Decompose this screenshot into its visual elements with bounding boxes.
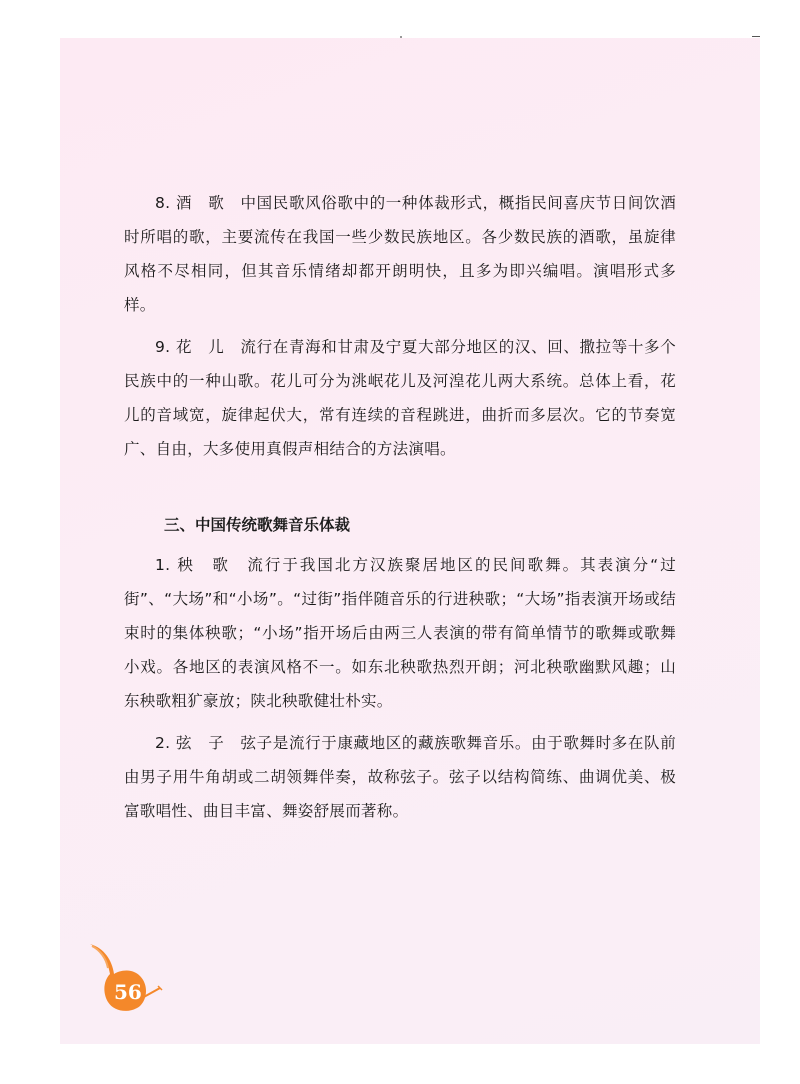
- page-number: 56: [114, 980, 142, 1004]
- paragraph-jiuge: 8. 酒 歌 中国民歌风俗歌中的一种体裁形式，概指民间喜庆节日间饮酒时所唱的歌，主要流传在我国一些少数民族地区。各少数民族的酒歌，虽旋律风格不尽相同，但其音乐情绪却都开朗明快，且多为即兴编唱。演唱形式多样。: [124, 194, 676, 314]
- top-mark: [752, 36, 760, 37]
- paragraph-huaer: 9. 花 儿 流行在青海和甘肃及宁夏大部分地区的汉、回、撒拉等十多个民族中的一种山歌。花儿可分为洮岷花儿及河湟花儿两大系统。总体上看，花儿的音域宽，旋律起伏大，常有连续的音程跳进，曲折而多层次。它的节奏宽广、自由，大多使用真假声相结合的方法演唱。: [124, 338, 676, 458]
- paragraph-xianzi: 2. 弦 子 弦子是流行于康藏地区的藏族歌舞音乐。由于歌舞时多在队前由男子用牛角胡或二胡领舞伴奏，故称弦子。弦子以结构简练、曲调优美、极富歌唱性、曲目丰富、舞姿舒展而著称。: [124, 734, 676, 820]
- section-heading: 三、中国传统歌舞音乐体裁: [164, 516, 351, 534]
- page-number-badge: [84, 940, 164, 1020]
- content-body: [124, 186, 676, 828]
- paragraph-yangge: 1. 秧 歌 流行于我国北方汉族聚居地区的民间歌舞。其表演分“过街”、“大场”和“小场”。“过街”指伴随音乐的行进秧歌；“大场”指表演开场或结束时的集体秧歌；“小场”指开场后由两三人表演的带有简单情节的歌舞或歌舞小戏。各地区的表演风格不一。如东北秧歌热烈开朗；河北秧歌幽默风趣；山东秧歌粗犷豪放；陕北秧歌健壮朴实。: [124, 556, 676, 710]
